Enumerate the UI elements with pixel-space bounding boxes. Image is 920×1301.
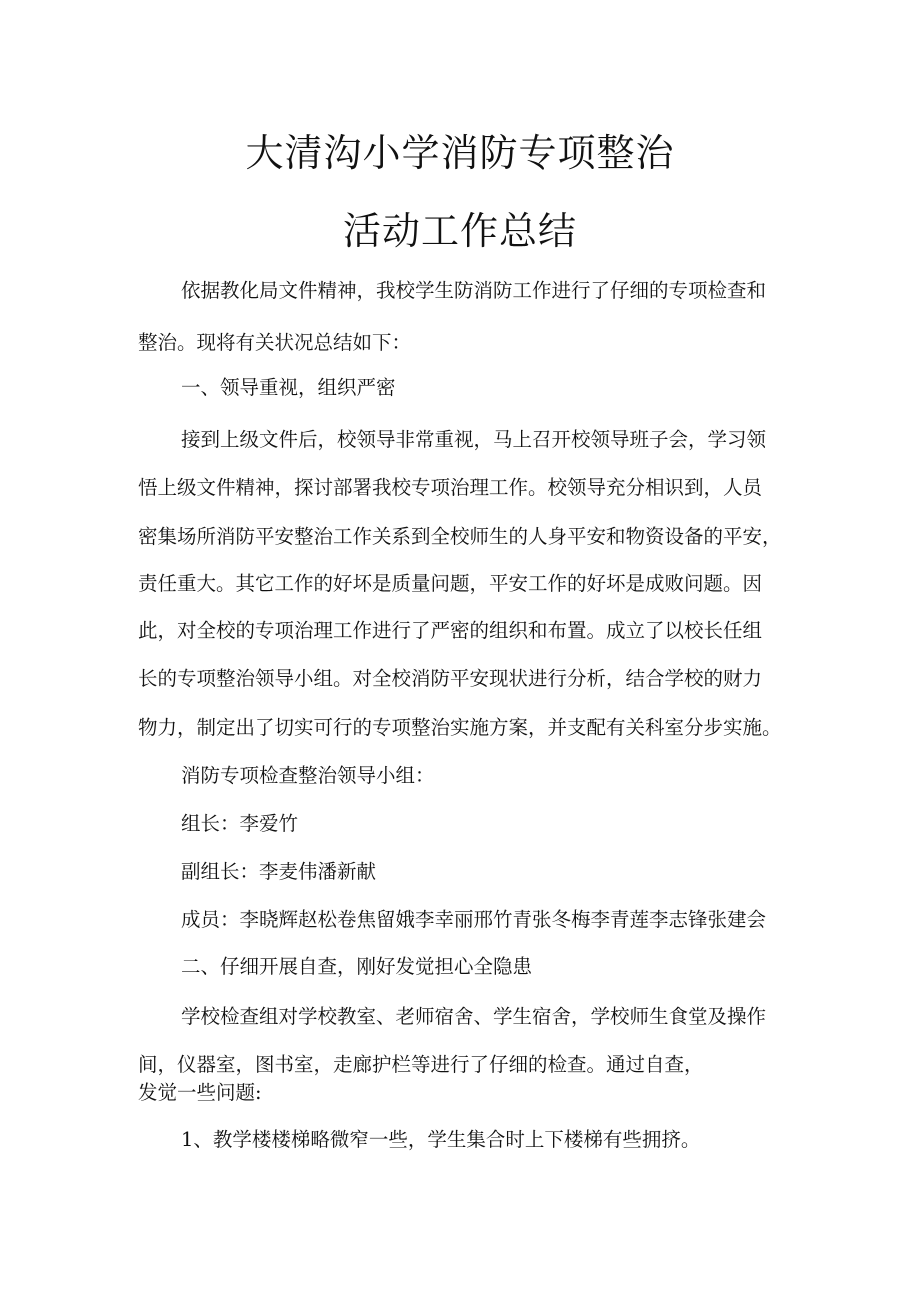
section-1-line-6: 长的专项整治领导小组。对全校消防平安现状进行分析，结合学校的财力 <box>138 667 763 690</box>
document-title-line-1: 大清沟小学消防专项整治 <box>245 131 675 175</box>
section-2-line-1: 学校检查组对学校教室、老师宿舍、学生宿舍，学校师生食堂及操作 <box>181 1005 767 1028</box>
section-1-heading: 一、领导重视，组织严密 <box>181 376 396 399</box>
section-1-line-7: 物力，制定出了切实可行的专项整治实施方案，并支配有关科室分步实施。 <box>138 716 782 739</box>
group-heading: 消防专项检查整治领导小组： <box>181 764 435 787</box>
section-1-line-3: 密集场所消防平安整治工作关系到全校师生的人身平安和物资设备的平安， <box>138 525 782 548</box>
section-1-line-1: 接到上级文件后，校领导非常重视，马上召开校领导班子会，学习领 <box>181 428 767 451</box>
intro-line-1: 依据教化局文件精神，我校学生防消防工作进行了仔细的专项检查和 <box>181 279 767 302</box>
section-1-line-2: 悟上级文件精神，探讨部署我校专项治理工作。校领导充分相识到，人员 <box>138 476 763 499</box>
section-1-line-5: 此，对全校的专项治理工作进行了严密的组织和布置。成立了以校长任组 <box>138 619 763 642</box>
section-2-heading: 二、仔细开展自查，刚好发觉担心全隐患 <box>181 955 533 978</box>
group-deputy: 副组长：李麦伟潘新献 <box>181 860 377 883</box>
section-2-line-2: 间，仪器室，图书室，走廊护栏等进行了仔细的检查。通过自查， <box>138 1053 704 1076</box>
document-title-line-2: 活动工作总结 <box>342 209 577 253</box>
issue-1: 1、教学楼楼梯略微窄一些，学生集合时上下楼梯有些拥挤。 <box>181 1128 701 1151</box>
group-members: 成员：李晓辉赵松卷焦留娥李幸丽邢竹青张冬梅李青莲李志锋张建会 <box>181 908 767 931</box>
intro-line-2: 整治。现将有关状况总结如下： <box>138 331 412 354</box>
section-1-line-4: 责任重大。其它工作的好坏是质量问题，平安工作的好坏是成败问题。因 <box>138 572 763 595</box>
section-2-line-3: 发觉一些问题: <box>138 1081 262 1104</box>
group-leader: 组长：李爱竹 <box>181 812 299 835</box>
